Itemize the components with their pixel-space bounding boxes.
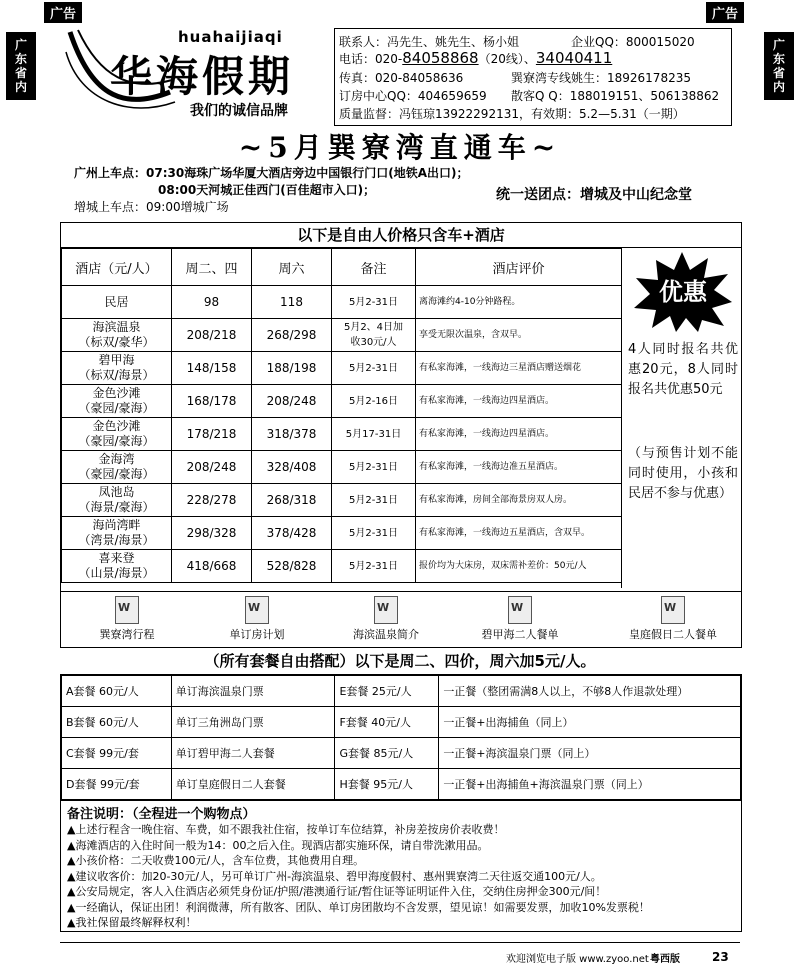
- weekday-price-cell: 418/668: [172, 550, 252, 583]
- weekday-price-cell: 298/328: [172, 517, 252, 550]
- package-row: [62, 707, 741, 738]
- package-desc2-cell: 一正餐+海滨温泉门票（同上）: [439, 738, 741, 769]
- review-cell: 有私家海滩，一线海边四星酒店。: [416, 418, 622, 451]
- package-row: [62, 769, 741, 800]
- col-saturday: 周六: [252, 249, 332, 286]
- note-cell: 5月2-31日: [332, 517, 416, 550]
- price-row: [62, 550, 622, 583]
- price-table: [60, 222, 742, 648]
- review-cell: 有私家海滩，一线海边三星酒店赠送烟花: [416, 352, 622, 385]
- package-heading: （所有套餐自由搭配）以下是周二、四价，周六加5元/人。: [204, 652, 596, 670]
- footer-region: 粤西版: [650, 954, 680, 965]
- doc-label: 皇庭假日二人餐单: [629, 628, 717, 641]
- weekday-price-cell: 168/178: [172, 385, 252, 418]
- saturday-price-cell: 268/318: [252, 484, 332, 517]
- doc-links: [61, 591, 741, 648]
- col-weekday: 周二、四: [172, 249, 252, 286]
- hotel-cell: 凤池岛 （海景/豪海）: [62, 484, 172, 517]
- saturday-price-cell: 528/828: [252, 550, 332, 583]
- hotel-cell: 金色沙滩 （豪园/豪海）: [62, 418, 172, 451]
- promo-badge: 优惠: [659, 278, 707, 306]
- review-cell: 有私家海滩，一线海边五星酒店，含双早。: [416, 517, 622, 550]
- package-code-cell: A套餐 60元/人: [62, 676, 172, 707]
- review-cell: 享受无限次温泉，含双早。: [416, 319, 622, 352]
- package-table: [60, 674, 742, 800]
- doc-link-room-plan[interactable]: [207, 596, 307, 642]
- package-desc-cell: 单订碧甲海二人套餐: [171, 738, 335, 769]
- price-row: [62, 352, 622, 385]
- hotel-cell: 海滨温泉 （标双/豪华）: [62, 319, 172, 352]
- pickup-gz-label: 广州上车点：: [74, 166, 147, 180]
- price-row: [62, 385, 622, 418]
- price-grid: [61, 248, 622, 583]
- word-doc-icon: W: [661, 596, 685, 624]
- note-item: ▲海滩酒店的入住时间一般为14：00之后入住。现酒店都实施环保，请自带洗漱用品。: [67, 838, 489, 852]
- package-code2-cell: H套餐 95元/人: [335, 769, 439, 800]
- footer-site[interactable]: 欢迎浏览电子版 www.zyoo.net: [506, 954, 649, 965]
- package-code2-cell: F套餐 40元/人: [335, 707, 439, 738]
- logo-slogan: 我们的诚信品牌: [190, 103, 288, 119]
- hotel-cell: 海尚湾畔 （湾景/海景）: [62, 517, 172, 550]
- price-row: [62, 418, 622, 451]
- fax: 传真：020-84058636: [339, 71, 464, 85]
- package-row: [62, 738, 741, 769]
- side-char: 内: [14, 80, 27, 94]
- note-item: ▲我社保留最终解释权利！: [67, 916, 197, 929]
- doc-link-huangting-menu[interactable]: [611, 596, 735, 642]
- page-title: ~5月巽寮湾直通车~: [238, 131, 562, 164]
- col-hotel: 酒店（元/人）: [62, 249, 172, 286]
- note-item: ▲上述行程含一晚住宿、车费，如不跟我社住宿，按单订车位结算，补房差按房价表收费！: [67, 823, 505, 836]
- note-cell: 5月2、4日加 收30元/人: [332, 319, 416, 352]
- doc-link-bijiahai-menu[interactable]: [465, 596, 575, 642]
- supervision: 质量监督：冯钰琼13922292131，有效期：5.2—5.31（一期）: [339, 107, 685, 121]
- pickup-gz-1: [74, 164, 468, 181]
- return-point: 统一送团点：增城及中山纪念堂: [496, 187, 692, 203]
- package-code2-cell: E套餐 25元/人: [335, 676, 439, 707]
- guest-qq: 散客Q Q：188019151、506138862: [511, 89, 720, 103]
- pickup-gz-1-text: 07:30海珠广场华厦大酒店旁边中国银行门口(地铁A出口)；: [146, 166, 469, 180]
- phone-line: [339, 49, 612, 67]
- saturday-price-cell: 268/298: [252, 319, 332, 352]
- price-row: [62, 319, 622, 352]
- note-cell: 5月2-31日: [332, 451, 416, 484]
- side-char: 内: [772, 80, 785, 94]
- review-cell: 离海滩约4-10分钟路程。: [416, 286, 622, 319]
- doc-label: 单订房计划: [229, 628, 285, 641]
- saturday-price-cell: 188/198: [252, 352, 332, 385]
- review-cell: 有私家海滩，房间全部海景房双人房。: [416, 484, 622, 517]
- doc-label: 巽寮湾行程: [99, 628, 155, 641]
- package-code-cell: D套餐 99元/套: [62, 769, 172, 800]
- order-qq: 订房中心QQ：404659659: [339, 89, 487, 103]
- phone-main[interactable]: 84058868: [402, 49, 479, 67]
- word-doc-icon: W: [374, 596, 398, 624]
- note-cell: 5月2-31日: [332, 352, 416, 385]
- phone-label: 电话：020-: [339, 52, 403, 66]
- pickup-zc: 增城上车点：09:00增城广场: [74, 200, 229, 214]
- phone-alt[interactable]: 34040411: [535, 49, 613, 67]
- note-cell: 5月17-31日: [332, 418, 416, 451]
- note-cell: 5月2-31日: [332, 550, 416, 583]
- note-item: ▲一经确认，保证出团！利润微薄，所有散客、团队、单订房团散均不含发票，望见谅！如需要发票，加收10%发票税！: [67, 900, 650, 914]
- review-cell: 有私家海滩，一线海边四星酒店。: [416, 385, 622, 418]
- doc-link-itinerary[interactable]: [77, 596, 177, 642]
- hotel-cell: 金海湾 （豪园/豪海）: [62, 451, 172, 484]
- contact-box: [334, 28, 732, 126]
- line-manager: 巽寮湾专线姚生：18926178235: [511, 71, 691, 85]
- side-char: 省: [14, 66, 27, 80]
- review-cell: 有私家海滩，一线海边准五星酒店。: [416, 451, 622, 484]
- hotel-cell: 喜来登 （山景/海景）: [62, 550, 172, 583]
- side-tag-right: [764, 32, 794, 100]
- price-row: [62, 484, 622, 517]
- package-code-cell: C套餐 99元/套: [62, 738, 172, 769]
- hotel-cell: 民居: [62, 286, 172, 319]
- note-item: ▲建议收客价：加20-30元/人，另可单订广州-海滨温泉、碧甲海度假村、惠州巽寮湾二天往返交通100元/人。: [67, 869, 602, 883]
- weekday-price-cell: 228/278: [172, 484, 252, 517]
- weekday-price-cell: 98: [172, 286, 252, 319]
- side-char: 东: [14, 52, 27, 66]
- package-desc-cell: 单订三角洲岛门票: [171, 707, 335, 738]
- saturday-price-cell: 208/248: [252, 385, 332, 418]
- price-row: [62, 286, 622, 319]
- promo-text-1: 4人同时报名共优惠20元，8人同时报名共优惠50元: [628, 342, 738, 397]
- side-tag-left: [6, 32, 36, 100]
- logo-name: 华海假期: [110, 52, 295, 101]
- price-header-row: [62, 249, 622, 286]
- col-review: 酒店评价: [416, 249, 622, 286]
- note-cell: 5月2-31日: [332, 286, 416, 319]
- saturday-price-cell: 378/428: [252, 517, 332, 550]
- phone-note: （20线）、: [478, 52, 536, 66]
- side-char: 广: [14, 38, 27, 52]
- package-desc2-cell: 一正餐+出海捕鱼（同上）: [439, 707, 741, 738]
- word-doc-icon: W: [508, 596, 532, 624]
- price-row: [62, 451, 622, 484]
- note-cell: 5月2-16日: [332, 385, 416, 418]
- package-code-cell: B套餐 60元/人: [62, 707, 172, 738]
- price-table-heading: 以下是自由人价格只含车+酒店: [61, 223, 741, 248]
- doc-label: 海滨温泉简介: [353, 628, 419, 641]
- weekday-price-cell: 148/158: [172, 352, 252, 385]
- package-desc2-cell: 一正餐+出海捕鱼+海滨温泉门票（同上）: [439, 769, 741, 800]
- word-doc-icon: W: [245, 596, 269, 624]
- saturday-price-cell: 318/378: [252, 418, 332, 451]
- doc-link-hotspring[interactable]: [331, 596, 441, 642]
- col-note: 备注: [332, 249, 416, 286]
- promo-text-2: （与预售计划不能同时使用，小孩和民居不参与优惠）: [628, 446, 738, 501]
- package-row: [62, 676, 741, 707]
- saturday-price-cell: 118: [252, 286, 332, 319]
- hotel-cell: 金色沙滩 （豪园/豪海）: [62, 385, 172, 418]
- review-cell: 报价均为大床房，双床需补差价：50元/人: [416, 550, 622, 583]
- ad-tag-left: 广告: [44, 2, 82, 23]
- enterprise-qq: 企业QQ：800015020: [571, 35, 695, 49]
- page-number: 23: [712, 950, 729, 964]
- package-desc-cell: 单订皇庭假日二人套餐: [171, 769, 335, 800]
- package-desc2-cell: 一正餐（整团需满8人以上，不够8人作退款处理）: [439, 676, 741, 707]
- doc-label: 碧甲海二人餐单: [481, 628, 559, 641]
- weekday-price-cell: 208/218: [172, 319, 252, 352]
- logo-pinyin: huahaijiaqi: [178, 28, 283, 46]
- package-desc-cell: 单订海滨温泉门票: [171, 676, 335, 707]
- note-item: ▲小孩价格：二天收费100元/人，含车位费，其他费用自理。: [67, 854, 365, 867]
- contact-person: 联系人：冯先生、姚先生、杨小姐: [339, 35, 520, 49]
- ad-tag-right: 广告: [706, 2, 744, 23]
- price-row: [62, 517, 622, 550]
- notes-title: 备注说明：（全程进一个购物点）: [67, 807, 256, 822]
- pickup-gz-2: 08:00天河城正佳西门(百佳超市入口)；: [158, 183, 376, 197]
- saturday-price-cell: 328/408: [252, 451, 332, 484]
- note-cell: 5月2-31日: [332, 484, 416, 517]
- package-code2-cell: G套餐 85元/人: [335, 738, 439, 769]
- note-item: ▲公安局规定，客人入住酒店必须凭身份证/护照/港澳通行证/暂住证等证明证件入住，交纳住房押金300元/间！: [67, 885, 607, 898]
- weekday-price-cell: 208/248: [172, 451, 252, 484]
- promo-panel: [621, 248, 742, 588]
- footer-divider: [60, 942, 740, 943]
- notes-box: [60, 800, 742, 932]
- side-char: 广: [772, 38, 785, 52]
- side-char: 东: [772, 52, 785, 66]
- weekday-price-cell: 178/218: [172, 418, 252, 451]
- side-char: 省: [772, 66, 785, 80]
- hotel-cell: 碧甲海 （标双/海景）: [62, 352, 172, 385]
- word-doc-icon: W: [115, 596, 139, 624]
